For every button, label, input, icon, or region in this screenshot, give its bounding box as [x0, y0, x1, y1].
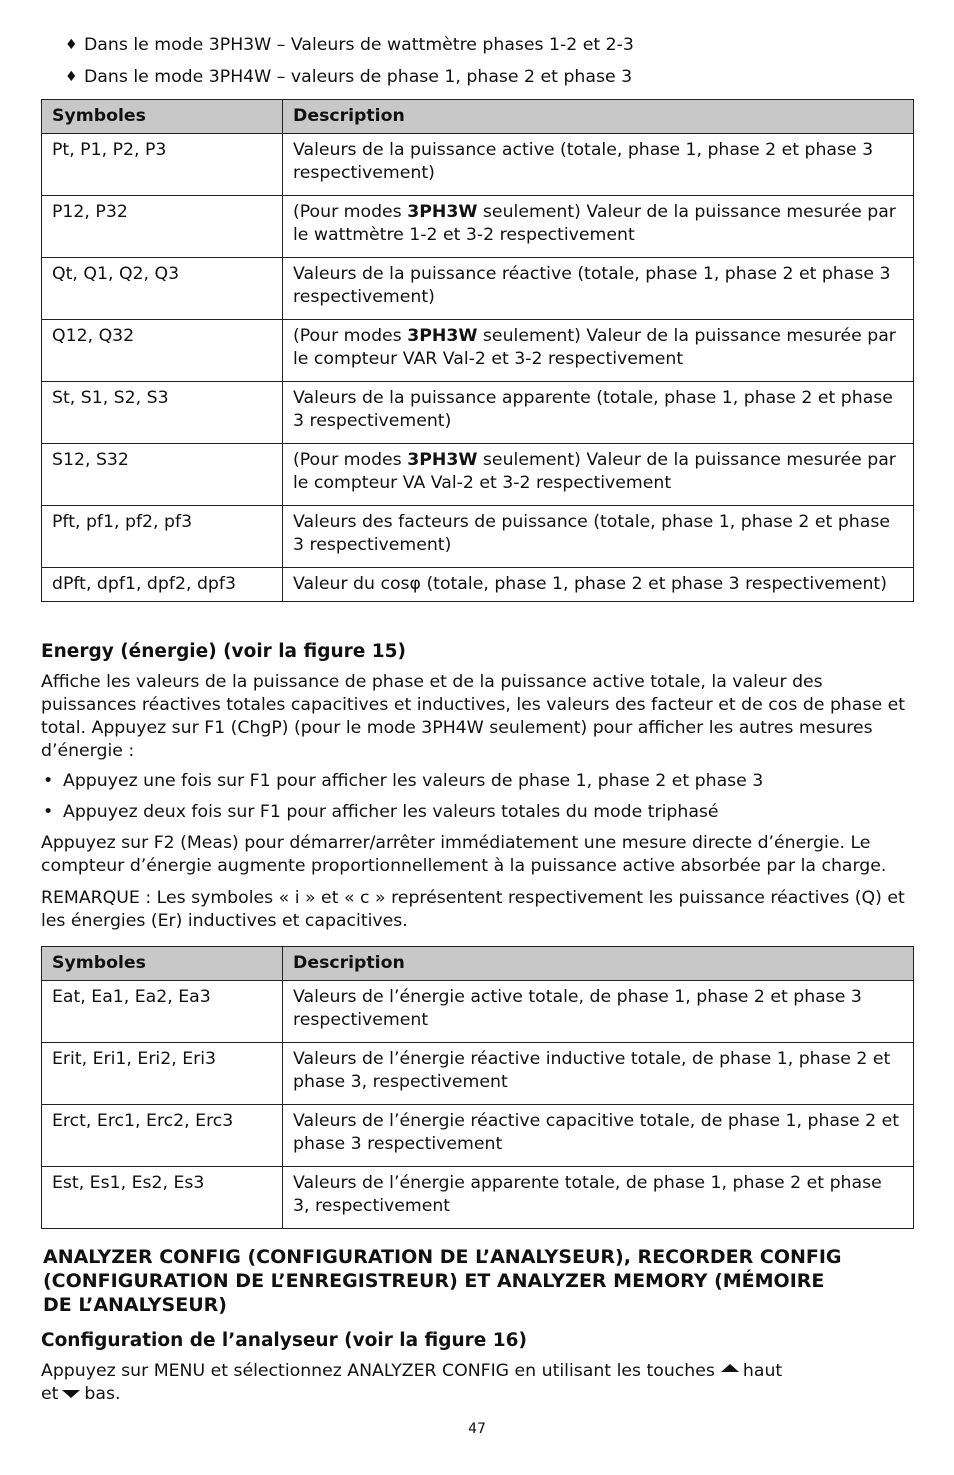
- table-header-row: [42, 947, 914, 981]
- list-item: [41, 34, 913, 57]
- description-cell: Valeurs de l’énergie réactive capacitive totale, de phase 1, phase 2 et phase 3 respectivement: [283, 1105, 914, 1167]
- table-row: [42, 258, 914, 320]
- symbol-cell: Pft, pf1, pf2, pf3: [42, 506, 283, 568]
- description-cell: Valeurs de la puissance réactive (totale, phase 1, phase 2 et phase 3 respectivement): [283, 258, 914, 320]
- diamond-bullet-icon: ♦: [65, 69, 78, 85]
- table-row: [42, 196, 914, 258]
- table-row: [42, 444, 914, 506]
- symbol-cell: S12, S32: [42, 444, 283, 506]
- symbol-cell: Est, Es1, Es2, Es3: [42, 1167, 283, 1229]
- list-item: • Appuyez une fois sur F1 pour afficher les valeurs de phase 1, phase 2 et phase 3: [43, 771, 764, 791]
- table-row: [42, 320, 914, 382]
- table-row: [42, 134, 914, 196]
- description-cell: Valeurs de l’énergie apparente totale, de phase 1, phase 2 et phase 3, respectivement: [283, 1167, 914, 1229]
- page-number: 47: [468, 1421, 486, 1437]
- power-symbols-table: [41, 99, 914, 602]
- symbol-cell: St, S1, S2, S3: [42, 382, 283, 444]
- energy-symbols-table: [41, 946, 914, 1229]
- bullet-dot-icon: •: [43, 771, 54, 791]
- diamond-bullet-icon: ♦: [65, 37, 78, 53]
- description-cell: (Pour modes 3PH3W seulement) Valeur de la puissance mesurée par le compteur VAR Val-2 et 3-2 respectivement: [283, 320, 914, 382]
- table-row: [42, 506, 914, 568]
- config-subheading: Configuration de l’analyseur (voir la figure 16): [41, 1330, 527, 1351]
- table-header-row: [42, 100, 914, 134]
- description-cell: (Pour modes 3PH3W seulement) Valeur de la puissance mesurée par le wattmètre 1-2 et 3-2 respectivement: [283, 196, 914, 258]
- mode-bullet-list: [41, 34, 913, 89]
- config-paragraph: Appuyez sur MENU et sélectionnez ANALYZER CONFIG en utilisant les touches haut et bas.: [41, 1361, 783, 1404]
- section-title: ANALYZER CONFIG (CONFIGURATION DE L’ANALYSEUR), RECORDER CONFIG (CONFIGURATION DE L’ENREGISTREUR) ET ANALYZER MEMORY (MÉMOIRE DE L’ANALYSEUR): [43, 1246, 842, 1316]
- description-cell: Valeurs de l’énergie réactive inductive totale, de phase 1, phase 2 et phase 3, respectivement: [283, 1043, 914, 1105]
- symbol-cell: Pt, P1, P2, P3: [42, 134, 283, 196]
- down-arrow-icon: [62, 1390, 80, 1398]
- column-header-symbols: Symboles: [42, 100, 283, 134]
- energy-heading: Energy (énergie) (voir la figure 15): [41, 641, 406, 662]
- description-cell: Valeur du cosφ (totale, phase 1, phase 2 et phase 3 respectivement): [283, 568, 914, 602]
- list-item: [41, 66, 913, 89]
- energy-intro-paragraph: Affiche les valeurs de la puissance de phase et de la puissance active totale, la valeur des puissances réactives totales capacitives et inductives, les valeurs des facteur et de cos de phase et total. Appuyez sur F1 (ChgP) (pour le mode 3PH4W seulement) pour afficher les autres mesures d’énergie :: [41, 672, 905, 761]
- up-arrow-icon: [721, 1364, 739, 1372]
- bullet-text: Dans le mode 3PH3W – Valeurs de wattmètre phases 1-2 et 2-3: [84, 35, 634, 55]
- description-cell: (Pour modes 3PH3W seulement) Valeur de la puissance mesurée par le compteur VA Val-2 et 3-2 respectivement: [283, 444, 914, 506]
- list-item: • Appuyez deux fois sur F1 pour afficher les valeurs totales du mode triphasé: [43, 802, 719, 822]
- column-header-description: Description: [283, 100, 914, 134]
- page-content: [41, 34, 913, 1406]
- remark-paragraph: REMARQUE : Les symboles « i » et « c » représentent respectivement les puissance réactives (Q) et les énergies (Er) inductives et capacitives.: [41, 888, 905, 931]
- symbol-cell: Eat, Ea1, Ea2, Ea3: [42, 981, 283, 1043]
- bullet-text: Dans le mode 3PH4W – valeurs de phase 1, phase 2 et phase 3: [84, 67, 633, 87]
- energy-measure-paragraph: Appuyez sur F2 (Meas) pour démarrer/arrêter immédiatement une mesure directe d’énergie. Le compteur d’énergie augmente proportionnellement à la puissance active absorbée par la charge.: [41, 833, 887, 876]
- bullet-dot-icon: •: [43, 802, 54, 822]
- symbol-cell: dPft, dpf1, dpf2, dpf3: [42, 568, 283, 602]
- column-header-description: Description: [283, 947, 914, 981]
- table-row: [42, 981, 914, 1043]
- symbol-cell: P12, P32: [42, 196, 283, 258]
- table-row: [42, 1043, 914, 1105]
- energy-bullet-list: [41, 770, 913, 824]
- symbol-cell: Erit, Eri1, Eri2, Eri3: [42, 1043, 283, 1105]
- symbol-cell: Erct, Erc1, Erc2, Erc3: [42, 1105, 283, 1167]
- description-cell: Valeurs de l’énergie active totale, de phase 1, phase 2 et phase 3 respectivement: [283, 981, 914, 1043]
- table-row: [42, 1167, 914, 1229]
- description-cell: Valeurs de la puissance active (totale, phase 1, phase 2 et phase 3 respectivement): [283, 134, 914, 196]
- description-cell: Valeurs des facteurs de puissance (totale, phase 1, phase 2 et phase 3 respectivement): [283, 506, 914, 568]
- symbol-cell: Qt, Q1, Q2, Q3: [42, 258, 283, 320]
- table-row: [42, 1105, 914, 1167]
- table-row: [42, 382, 914, 444]
- description-cell: Valeurs de la puissance apparente (totale, phase 1, phase 2 et phase 3 respectivement): [283, 382, 914, 444]
- column-header-symbols: Symboles: [42, 947, 283, 981]
- symbol-cell: Q12, Q32: [42, 320, 283, 382]
- table-row: [42, 568, 914, 602]
